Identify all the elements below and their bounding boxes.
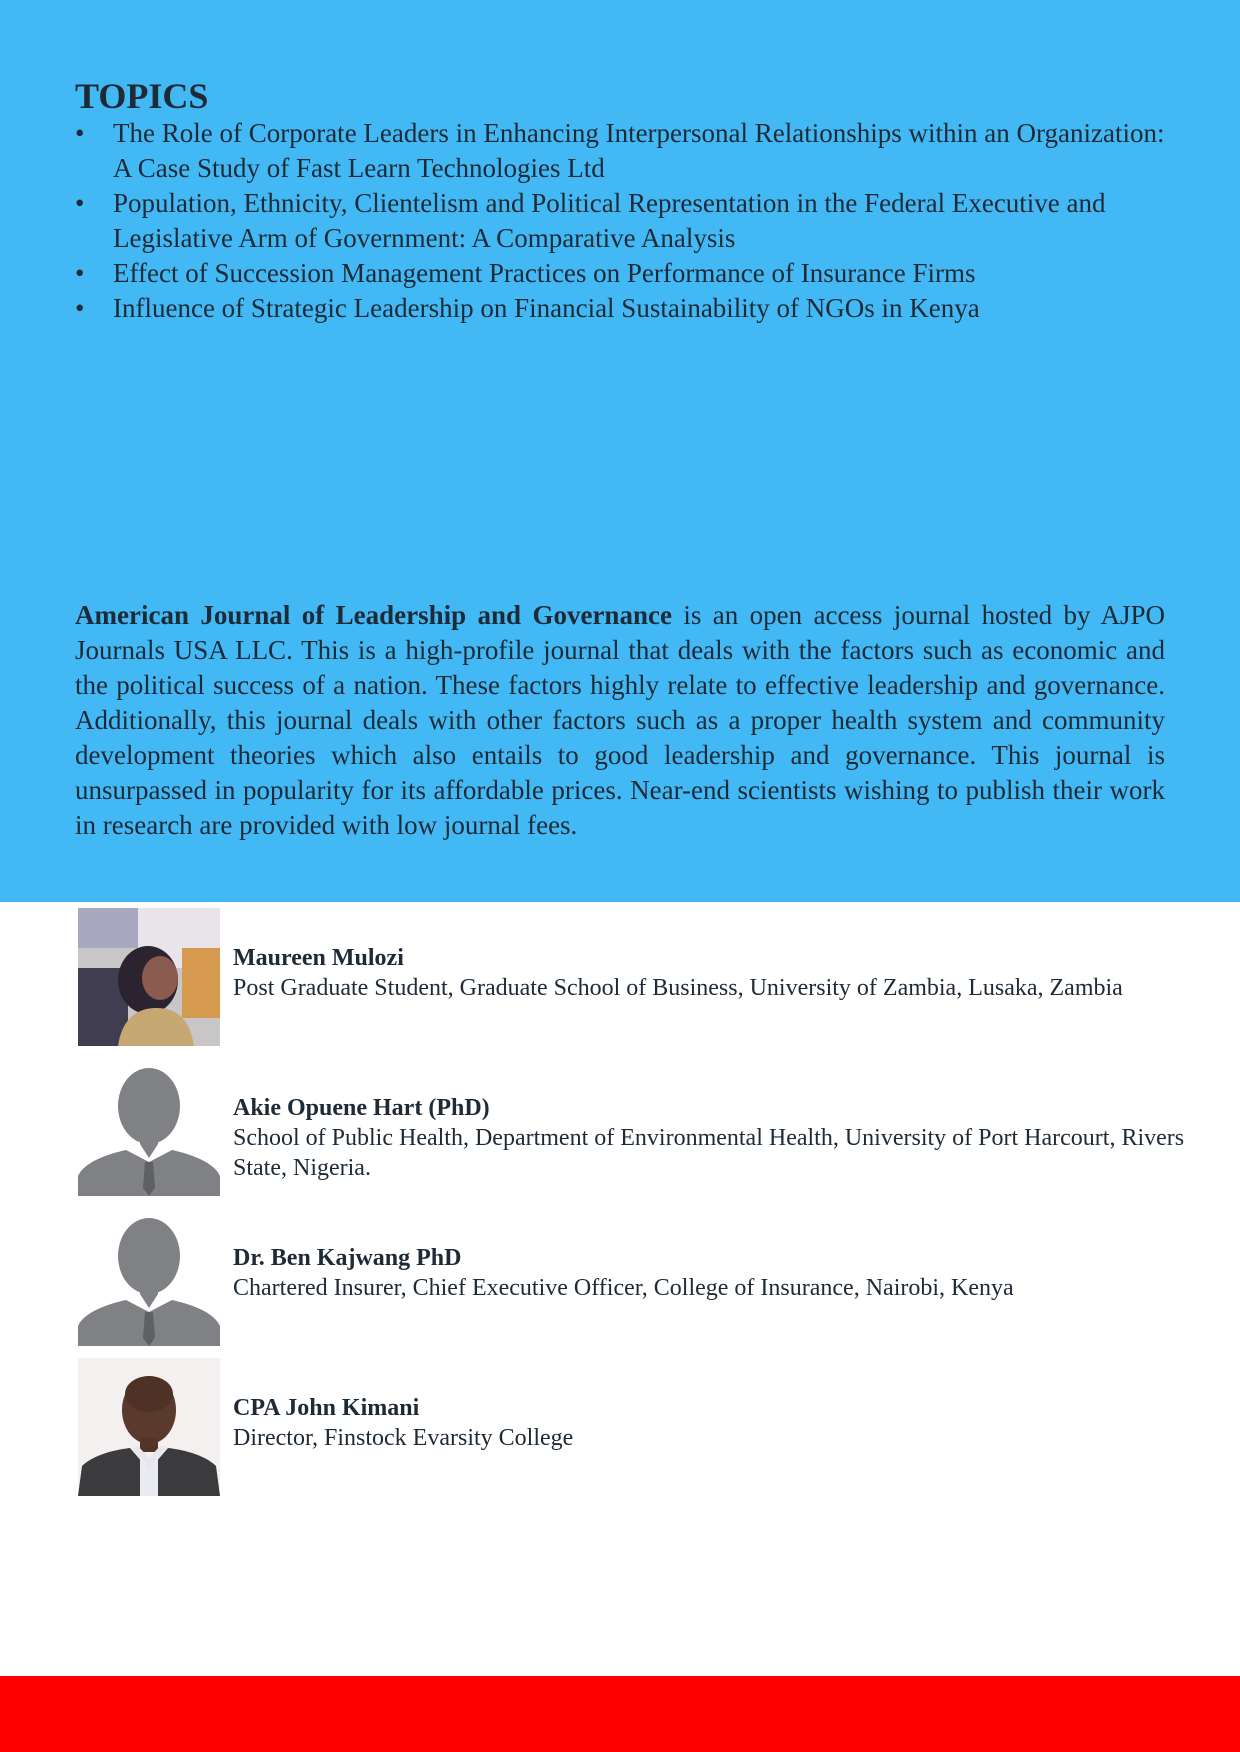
author-card bbox=[78, 1358, 1198, 1498]
topic-text: The Role of Corporate Leaders in Enhancing Interpersonal Relationships within an Organization: A Case Study of Fast Learn Technologies Ltd bbox=[113, 118, 1165, 183]
topic-item bbox=[75, 256, 1175, 291]
author-card bbox=[78, 908, 1198, 1048]
author-affiliation: School of Public Health, Department of Environmental Health, University of Port Harcourt, Rivers State, Nigeria. bbox=[233, 1125, 1185, 1181]
topic-item bbox=[75, 291, 1175, 326]
woman-portrait-image bbox=[78, 908, 220, 1046]
journal-name: American Journal of Leadership and Governance bbox=[75, 600, 672, 630]
author-card bbox=[78, 1058, 1198, 1198]
author-photo bbox=[78, 1208, 220, 1346]
author-photo bbox=[78, 1358, 220, 1496]
topic-item bbox=[75, 186, 1175, 256]
topic-text: Influence of Strategic Leadership on Financial Sustainability of NGOs in Kenya bbox=[113, 293, 980, 323]
man-portrait-image bbox=[78, 1358, 220, 1496]
bullet: • bbox=[75, 188, 85, 218]
author-info bbox=[233, 1243, 1193, 1303]
author-info bbox=[233, 943, 1193, 1003]
person-silhouette-icon bbox=[78, 1058, 220, 1196]
author-photo bbox=[78, 908, 220, 1046]
author-affiliation: Post Graduate Student, Graduate School of Business, University of Zambia, Lusaka, Zambia bbox=[233, 975, 1123, 1001]
author-affiliation: Chartered Insurer, Chief Executive Officer, College of Insurance, Nairobi, Kenya bbox=[233, 1275, 1014, 1301]
topics-list bbox=[75, 116, 1175, 326]
author-name: Akie Opuene Hart (PhD) bbox=[233, 1095, 490, 1121]
person-silhouette-icon bbox=[78, 1208, 220, 1346]
bullet: • bbox=[75, 293, 85, 323]
bullet: • bbox=[75, 258, 85, 288]
author-name: Maureen Mulozi bbox=[233, 945, 404, 971]
author-name: Dr. Ben Kajwang PhD bbox=[233, 1245, 462, 1271]
author-info bbox=[233, 1093, 1193, 1183]
author-name: CPA John Kimani bbox=[233, 1395, 420, 1421]
author-photo bbox=[78, 1058, 220, 1196]
topic-text: Effect of Succession Management Practices on Performance of Insurance Firms bbox=[113, 258, 976, 288]
author-card bbox=[78, 1208, 1198, 1348]
topics-heading: TOPICS bbox=[75, 76, 209, 116]
journal-description-text: is an open access journal hosted by AJPO Journals USA LLC. This is a high-profile journal that deals with the factors such as economic and the political success of a nation. These factors highly relate to effective leadership and governance. Additionally, this journal deals with other factors such as a proper health system and community development theories which also entails to good leadership and governance. This journal is unsurpassed in popularity for its affordable prices. Near-end scientists wishing to publish their work in research are provided with low journal fees. bbox=[75, 600, 1165, 840]
author-info bbox=[233, 1393, 1193, 1453]
bullet: • bbox=[75, 118, 85, 148]
author-affiliation: Director, Finstock Evarsity College bbox=[233, 1425, 574, 1451]
topic-item bbox=[75, 116, 1175, 186]
journal-description bbox=[75, 598, 1165, 843]
topic-text: Population, Ethnicity, Clientelism and Political Representation in the Federal Executive and Legislative Arm of Government: A Comparative Analysis bbox=[113, 188, 1106, 253]
footer-bar bbox=[0, 1676, 1240, 1752]
